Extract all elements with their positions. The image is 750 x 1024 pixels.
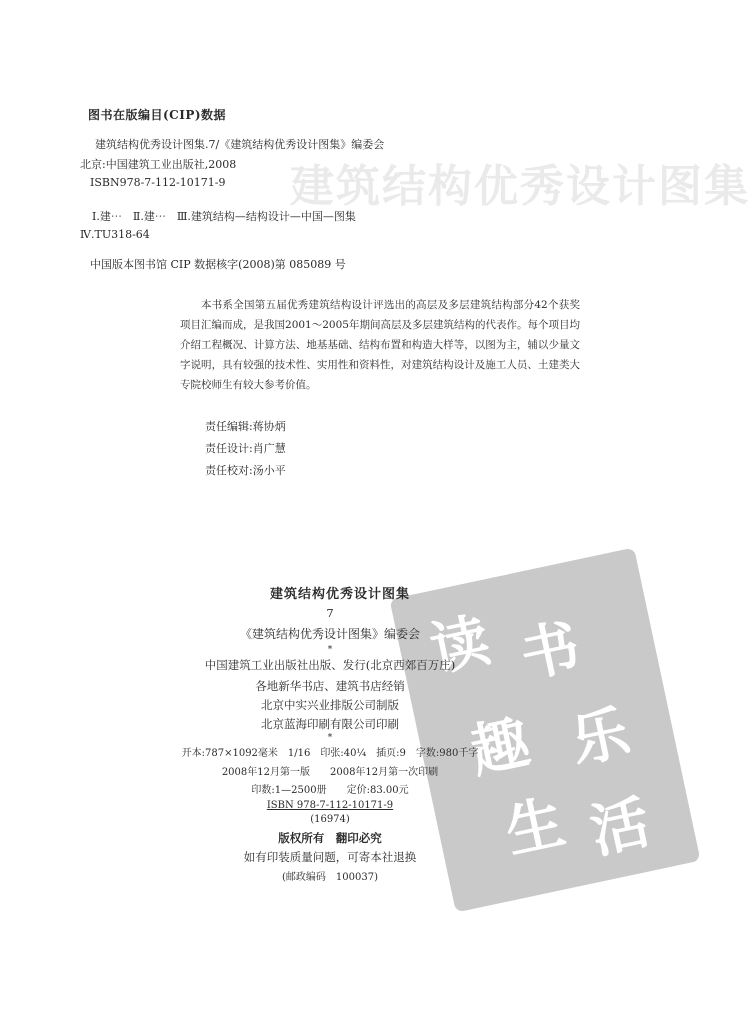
colophon-isbn <box>120 800 540 811</box>
seal-char: 生 <box>499 787 571 867</box>
cip-line-subjects: Ⅰ.建⋯ Ⅱ.建⋯ Ⅲ.建筑结构—结构设计—中国—图集 <box>92 210 356 223</box>
colophon-print-run: 印数:1—2500册 定价:83.00元 <box>251 785 409 796</box>
colophon-typesetter: 北京中实兴业排版公司制版 <box>261 698 399 712</box>
colophon-rights: 版权所有 翻印必究 <box>278 831 382 845</box>
colophon-format: 开本:787×1092毫米 1/16 印张:40¼ 插页:9 字数:980千字 <box>181 748 479 759</box>
cip-heading: 图书在版编目(CIP)数据 <box>88 108 227 122</box>
colophon-title: 建筑结构优秀设计图集 <box>269 587 410 602</box>
seal-char: 乐 <box>564 697 636 777</box>
ghost-bleed-title: 建筑结构优秀设计图集 <box>290 161 750 212</box>
colophon-committee: 《建筑结构优秀设计图集》编委会 <box>239 627 420 641</box>
colophon-distributor: 各地新华书店、建筑书店经销 <box>255 679 405 693</box>
colophon-code: (16974) <box>310 814 350 825</box>
credit-editor: 责任编辑:蒋协炳 <box>205 420 286 433</box>
colophon-printer: 北京蓝海印刷有限公司印刷 <box>261 717 399 731</box>
colophon-bullet: * <box>327 733 333 743</box>
colophon-edition: 2008年12月第一版 2008年12月第一次印刷 <box>221 767 439 778</box>
seal-char: 趣 <box>464 707 536 787</box>
seal-char: 活 <box>584 787 656 867</box>
colophon-volume: 7 <box>326 606 334 620</box>
colophon-postal-code: (邮政编码 100037) <box>282 872 378 883</box>
seal-char: 读 <box>424 605 496 685</box>
cip-line-title: 建筑结构优秀设计图集.7/《建筑结构优秀设计图集》编委会 <box>95 138 385 151</box>
cip-line-data-number: 中国版本图书馆 CIP 数据核字(2008)第 085089 号 <box>90 258 346 271</box>
book-description: 本书系全国第五届优秀建筑结构设计评选出的高层及多层建筑结构部分42个获奖项目汇编而成，是我国2001～2005年期间高层及多层建筑结构的代表作。每个项目均介绍工程概况、计算方法、地基基础、结构布置和构造大样等，以图为主，辅以少量文字说明，具有较强的技术性、实用性和资料性，对建筑结构设计及施工人员、土建类大专院校师生有较大参考价值。 <box>180 299 580 391</box>
colophon-publisher: 中国建筑工业出版社出版、发行(北京西郊百万庄) <box>204 658 456 672</box>
colophon-return-notice: 如有印装质量问题，可寄本社退换 <box>243 850 417 864</box>
colophon-bullet: * <box>327 645 333 655</box>
credit-proofreader: 责任校对:汤小平 <box>205 464 286 477</box>
seal-char: 书 <box>514 611 586 691</box>
cip-line-isbn: ISBN978-7-112-10171-9 <box>90 176 226 189</box>
cip-line-classification: Ⅳ.TU318-64 <box>80 228 150 241</box>
isbn-number: ISBN 978-7-112-10171-9 <box>266 800 394 811</box>
credit-designer: 责任设计:肖广慧 <box>205 442 286 455</box>
cip-line-publisher: 北京:中国建筑工业出版社,2008 <box>80 158 237 171</box>
